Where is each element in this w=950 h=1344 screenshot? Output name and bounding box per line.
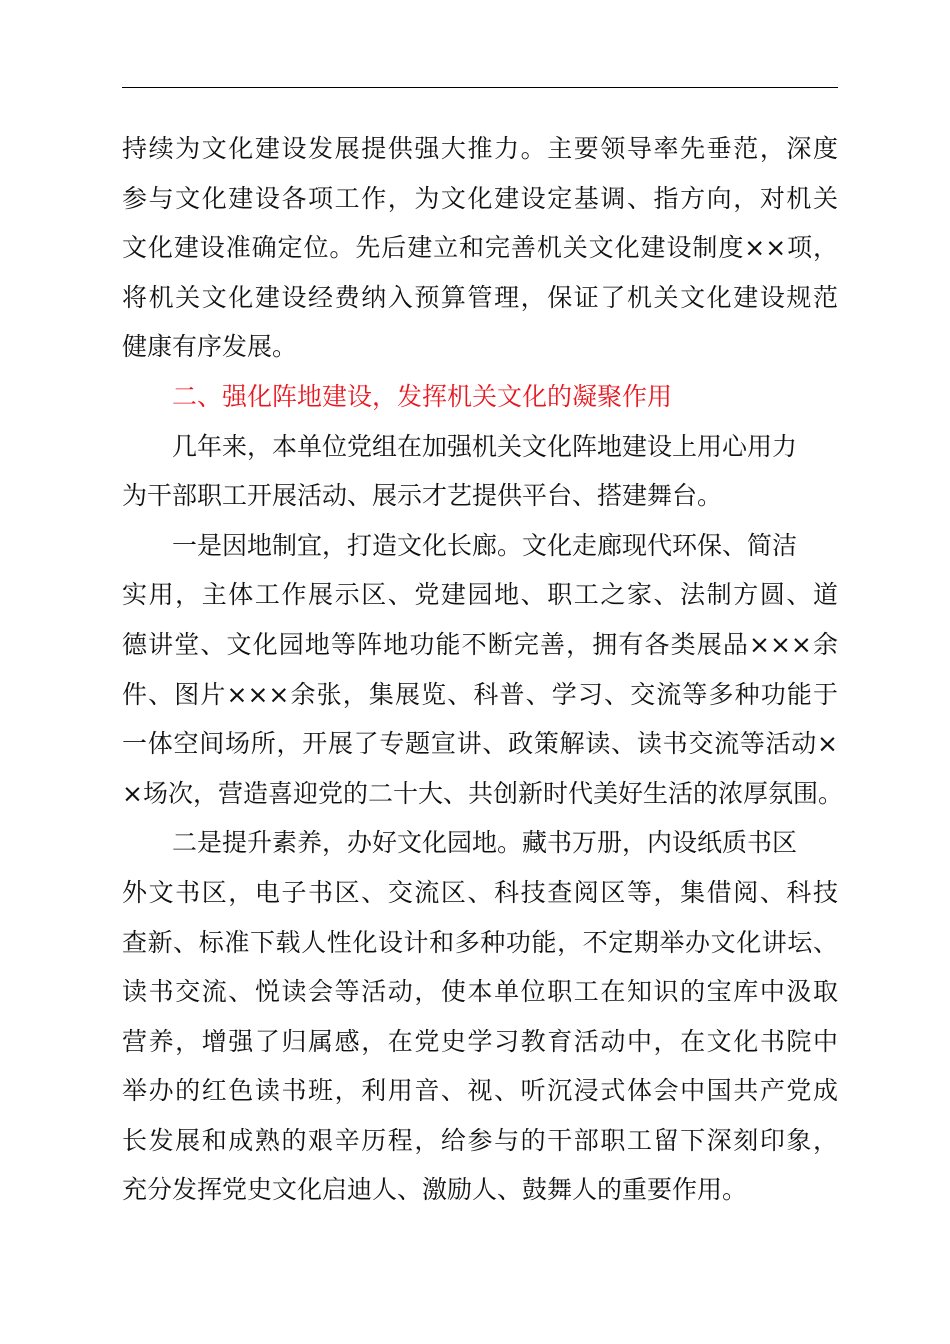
text-line: 持续为文化建设发展提供强大推力。主要领导率先垂范，深度 [122,134,838,163]
text-line: 充分发挥党史文化启迪人、激励人、鼓舞人的重要作用。 [122,1175,748,1205]
text-line: 实用，主体工作展示区、党建园地、职工之家、法制方圆、道 [122,580,838,610]
text-line: 长发展和成熟的艰辛历程，给参与的干部职工留下深刻印象， [122,1125,838,1155]
paragraph-4 [122,521,843,819]
text-line: 德讲堂、文化园地等阵地功能不断完善，拥有各类展品×××余 [122,629,838,659]
text-line: 营养，增强了归属感，在党史学习教育活动中，在文化书院中 [122,1026,838,1056]
paragraph-5 [122,818,838,1215]
text-line: 外文书区，电子书区、交流区、科技查阅区等，集借阅、科技 [122,877,838,907]
text-line: 读书交流、悦读会等活动，使本单位职工在知识的宝库中汲取 [122,977,838,1007]
text-line: 查新、标准下载人性化设计和多种功能，不定期举办文化讲坛、 [122,927,838,957]
section-heading [122,372,838,422]
text-line: 为干部职工开展活动、展示才艺提供平台、搭建舞台。 [122,481,723,511]
text-line: 文化建设准确定位。先后建立和完善机关文化建设制度××项， [122,233,838,263]
paragraph-3 [122,422,838,521]
text-line: 一体空间场所，开展了专题宣讲、政策解读、读书交流等活动× [122,729,838,759]
text-line: 将机关文化建设经费纳入预算管理，保证了机关文化建设规范 [122,282,838,312]
text-line: 健康有序发展。 [122,332,298,362]
header-rule [122,87,838,88]
document-body [122,124,843,1215]
text-line: ×场次，营造喜迎党的二十大、共创新时代美好生活的浓厚氛围。 [122,778,843,808]
text-line: 二是提升素养，办好文化园地。藏书万册，内设纸质书区 [172,828,798,858]
text-line: 几年来，本单位党组在加强机关文化阵地建设上用心用力 [172,431,798,461]
heading-line: 二、强化阵地建设，发挥机关文化的凝聚作用 [172,381,673,411]
text-line: 举办的红色读书班，利用音、视、听沉浸式体会中国共产党成 [122,1076,838,1106]
text-line: 一是因地制宜，打造文化长廊。文化走廊现代环保、简洁 [172,530,798,560]
text-line: 参与文化建设各项工作，为文化建设定基调、指方向，对机关 [122,183,838,213]
text-line: 件、图片×××余张，集展览、科普、学习、交流等多种功能于 [122,679,838,709]
paragraph-1 [122,124,838,372]
